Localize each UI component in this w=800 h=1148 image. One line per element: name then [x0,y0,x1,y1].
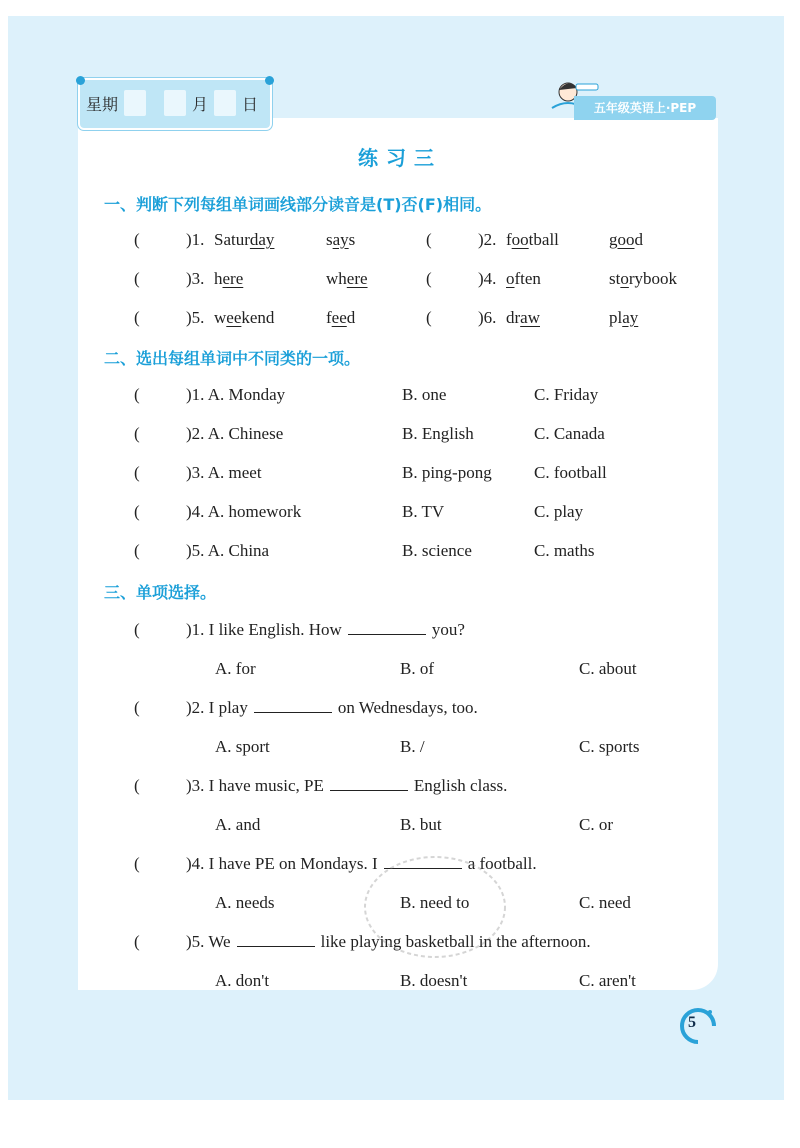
question-text [186,620,465,640]
word-part: ee [331,308,347,327]
answer-paren[interactable]: ( [134,620,140,639]
swirl-icon [678,1006,718,1046]
word-part: ay [622,308,639,327]
word-part: aw [520,308,540,327]
question-pre: )5. We [186,932,231,951]
date-box [78,78,272,130]
item-number: )1. [186,230,205,249]
option-a: A. sport [215,737,270,756]
question-pre: )3. I have music, PE [186,776,324,795]
day-blank[interactable] [214,90,236,116]
word2 [609,230,643,250]
word-part: ere [346,269,368,288]
page-number: 5 [688,1014,696,1031]
option-a: A. don't [215,971,270,990]
option-a: )2. A. Chinese [186,424,284,443]
word2 [326,308,355,328]
answer-paren[interactable]: ( [134,854,140,873]
word1 [214,269,243,289]
page-number-badge [678,1006,718,1046]
option-b: B. ping-pong [402,463,492,482]
question-pre: )2. I play [186,698,248,717]
answer-blank[interactable] [237,932,315,947]
option-a: )1. A. Monday [186,385,286,404]
question-post: like playing basketball in the afternoon. [320,932,591,951]
option-b: B. doesn't [400,971,468,990]
answer-paren[interactable]: ( [134,424,140,443]
word-part: s [348,230,356,249]
option-c: C. Canada [534,424,605,443]
answer-paren[interactable]: ( [134,541,140,560]
answer-paren[interactable]: ( [134,308,140,327]
answer-paren[interactable]: ( [134,776,140,795]
answer-blank[interactable] [330,776,408,791]
option-c: C. aren't [579,971,636,990]
option-b: B. one [402,385,447,404]
book-tag: 五年级英语上·PEP [574,96,716,120]
week-blank[interactable] [124,90,146,116]
item-number: )4. [478,269,497,288]
word-part: o [620,269,629,288]
word-part: f [326,308,332,327]
option-c: C. or [579,815,613,834]
item-number: )2. [478,230,497,249]
section2-heading: 二、选出每组单词中不同类的一项。 [104,349,361,368]
word-part: d [634,230,643,249]
word2 [326,269,368,289]
option-a: )4. A. homework [186,502,302,521]
answer-blank[interactable] [254,698,332,713]
word-part: f [506,230,512,249]
question-pre: )1. I like English. How [186,620,342,639]
word-part: g [609,230,618,249]
option-a: )3. A. meet [186,463,262,482]
answer-paren[interactable]: ( [134,463,140,482]
option-b: B. need to [400,893,470,912]
option-b: B. / [400,737,425,756]
month-label: 月 [192,94,209,114]
answer-paren[interactable]: ( [134,932,140,951]
word-part: Satur [214,230,250,249]
question-post: you? [431,620,465,639]
word-part: ere [222,269,244,288]
option-b: B. but [400,815,442,834]
answer-paren[interactable]: ( [134,502,140,521]
pin-icon [76,76,85,85]
answer-paren[interactable]: ( [134,269,140,288]
question-text [186,776,507,796]
month-blank[interactable] [164,90,186,116]
word2 [326,230,355,250]
answer-paren[interactable]: ( [134,230,140,249]
week-label: 星期 [86,94,119,114]
word-part: d [346,308,356,327]
answer-blank[interactable] [348,620,426,635]
word-part: w [214,308,227,327]
word1 [506,308,540,328]
word-part: day [249,230,275,249]
word-part: s [326,230,333,249]
word-part: rybook [628,269,678,288]
section3-heading: 三、单项选择。 [104,583,217,602]
option-b: B. TV [402,502,445,521]
word-part: st [609,269,621,288]
word2 [609,308,638,328]
word2 [609,269,677,289]
question-post: a football. [467,854,537,873]
word-part: h [214,269,223,288]
option-a: A. for [215,659,256,678]
option-c: C. about [579,659,637,678]
answer-paren[interactable]: ( [134,385,140,404]
pin-icon [265,76,274,85]
option-c: C. football [534,463,607,482]
question-text [186,698,478,718]
word-part: oo [617,230,635,249]
question-pre: )4. I have PE on Mondays. I [186,854,378,873]
question-post: on Wednesdays, too. [337,698,478,717]
word1 [506,269,541,289]
item-number: )5. [186,308,205,327]
word-part: ften [514,269,541,288]
word1 [506,230,559,250]
answer-paren[interactable]: ( [426,308,432,327]
exercise-title: 练习三 [358,146,442,170]
question-post: English class. [413,776,508,795]
option-b: B. English [402,424,474,443]
word-part: oo [511,230,529,249]
option-b: B. science [402,541,472,560]
option-c: C. sports [579,737,640,756]
answer-paren[interactable]: ( [426,269,432,288]
item-number: )6. [478,308,497,327]
option-c: C. need [579,893,631,912]
word-part: ay [332,230,349,249]
word1 [214,308,274,328]
word-part: dr [506,308,521,327]
day-label: 日 [242,94,259,114]
word1 [214,230,274,250]
watermark-stamp-icon [360,852,510,962]
option-c: C. maths [534,541,595,560]
word-part: o [506,269,515,288]
option-b: B. of [400,659,434,678]
option-c: C. play [534,502,584,521]
option-a: A. and [215,815,261,834]
item-number: )3. [186,269,205,288]
word-part: kend [241,308,275,327]
word-part: wh [326,269,347,288]
word-part: ee [226,308,242,327]
word-part: tball [528,230,559,249]
section1-heading: 一、判断下列每组单词画线部分读音是(T)否(F)相同。 [104,195,492,214]
option-a: A. needs [215,893,275,912]
option-c: C. Friday [534,385,599,404]
answer-paren[interactable]: ( [426,230,432,249]
answer-paren[interactable]: ( [134,698,140,717]
word-part: pl [609,308,623,327]
option-a: )5. A. China [186,541,270,560]
